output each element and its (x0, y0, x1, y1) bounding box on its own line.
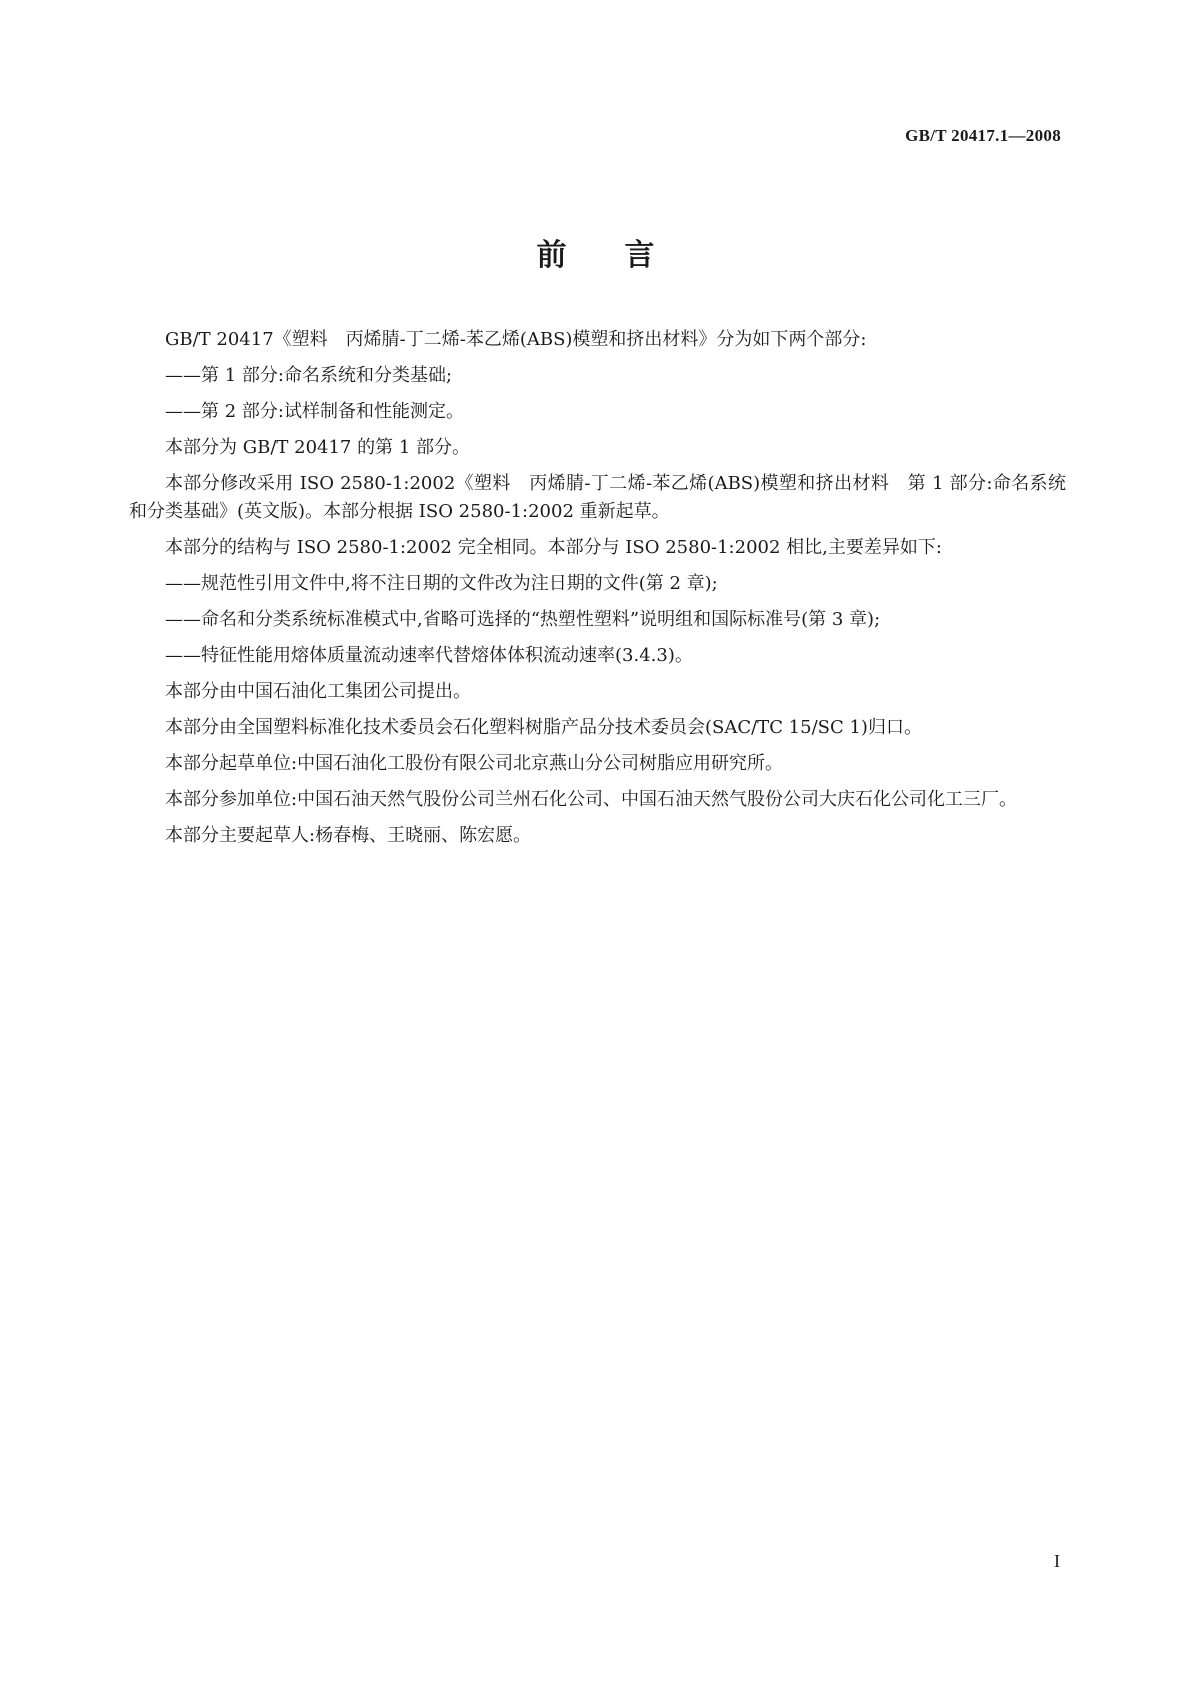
page-title: 前言 (536, 238, 713, 273)
paragraph-structure-differences: 本部分的结构与 ISO 2580-1:2002 完全相同。本部分与 ISO 2580-1:2002 相比,主要差异如下: (165, 537, 942, 558)
paragraph-under-jurisdiction: 本部分由全国塑料标准化技术委员会石化塑料树脂产品分技术委员会(SAC/TC 15/SC 1)归口。 (165, 717, 922, 738)
paragraph-part-statement: 本部分为 GB/T 20417 的第 1 部分。 (165, 437, 470, 458)
paragraph-parts-intro: GB/T 20417《塑料 丙烯腈-丁二烯-苯乙烯(ABS)模塑和挤出材料》分为如下两个部分: (165, 329, 867, 350)
list-item-difference-2: ——命名和分类系统标准模式中,省略可选择的“热塑性塑料”说明组和国际标准号(第 3 章); (165, 609, 881, 630)
page-number: I (1054, 1551, 1060, 1571)
list-item-difference-1: ——规范性引用文件中,将不注日期的文件改为注日期的文件(第 2 章); (165, 573, 718, 594)
foreword-body (129, 326, 1066, 858)
paragraph-participating-units: 本部分参加单位:中国石油天然气股份公司兰州石化公司、中国石油天然气股份公司大庆石化公司化工三厂。 (165, 789, 1018, 810)
paragraph-drafting-unit: 本部分起草单位:中国石油化工股份有限公司北京燕山分公司树脂应用研究所。 (165, 753, 784, 774)
standard-number: GB/T 20417.1—2008 (905, 126, 1061, 145)
list-item-part-1: ——第 1 部分:命名系统和分类基础; (165, 365, 453, 386)
list-item-difference-3: ——特征性能用熔体质量流动速率代替熔体体积流动速率(3.4.3)。 (165, 645, 693, 666)
paragraph-iso-adoption: 本部分修改采用 ISO 2580-1:2002《塑料 丙烯腈-丁二烯-苯乙烯(ABS)模塑和挤出材料 第 1 部分:命名系统和分类基础》(英文版)。本部分根据 ISO 2580-1:2002 重新起草。 (129, 473, 1066, 522)
paragraph-proposed-by: 本部分由中国石油化工集团公司提出。 (165, 681, 471, 702)
paragraph-main-drafters: 本部分主要起草人:杨春梅、王晓丽、陈宏愿。 (165, 825, 532, 846)
list-item-part-2: ——第 2 部分:试样制备和性能测定。 (165, 401, 464, 422)
